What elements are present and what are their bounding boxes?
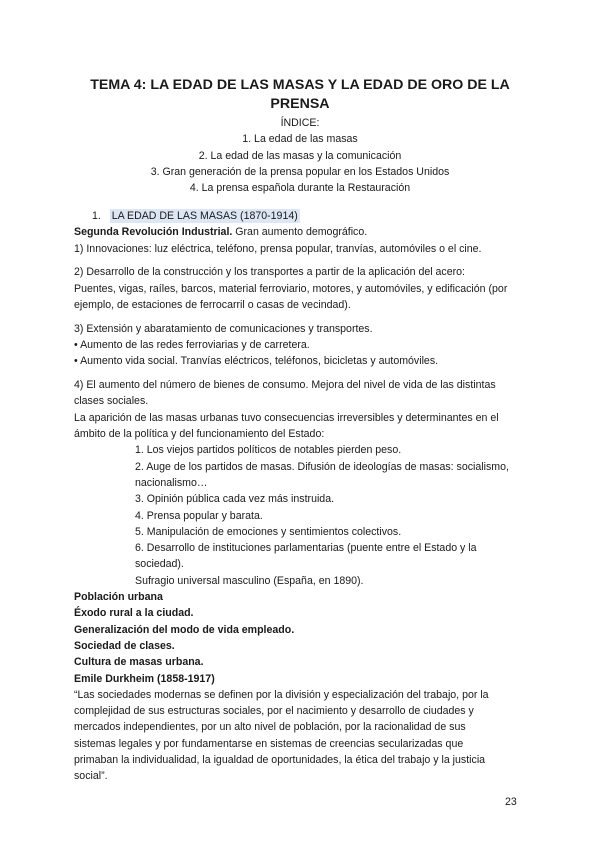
quote-line: complejidad de sus estructuras sociales, por el nacimiento y desarrollo de ciudades y [74,705,474,718]
bullet-item: • Aumento de las redes ferroviarias y de carretera. [74,339,310,352]
paragraph [74,224,528,240]
text: Gran aumento demográfico. [232,226,368,239]
quote-line: “Las sociedades modernas se definen por la división y especialización del trabajo, por la [74,688,489,701]
paragraph-line: ejemplo, de estaciones de ferrocarril o casas de vecindad). [74,298,351,311]
title-line-1: TEMA 4: LA EDAD DE LAS MASAS Y LA EDAD DE ORO DE LA [90,77,510,93]
author-heading: Emile Durkheim (1858-1917) [74,672,215,685]
list-item: 2. Auge de los partidos de masas. Difusión de ideologías de masas: socialismo, [135,460,509,473]
paragraph-line: 4) El aumento del número de bienes de consumo. Mejora del nivel de vida de las distintas [74,379,496,392]
quote-line: social”. [74,770,108,783]
quote-line: sistemas legales y por fundamentarse en sistemas de creencias secularizadas que [74,737,464,750]
list-item: 5. Manipulación de emociones y sentimientos colectivos. [135,525,402,538]
paragraph: 1) Innovaciones: luz eléctrica, teléfono, prensa popular, tranvías, automóviles o el cine. [74,242,482,255]
paragraph-line: La aparición de las masas urbanas tuvo consecuencias irreversibles y determinantes en el [74,411,499,424]
quote-line: primaban la individualidad, la igualdad de oportunidades, la ética del trabajo y la justicia [74,754,486,766]
toc-item: 4. La prensa española durante la Restauración [189,182,411,195]
toc-heading: ÍNDICE: [280,117,320,129]
paragraph-line: 3) Extensión y abaratamiento de comunicaciones y transportes. [74,322,373,335]
section-title: LA EDAD DE LAS MASAS (1870-1914) [111,210,298,222]
section-heading [74,208,528,224]
bold-line: Éxodo rural a la ciudad. [74,607,194,620]
bold-line: Generalización del modo de vida empleado. [74,623,295,636]
bold-line: Cultura de masas urbana. [74,656,204,669]
paragraph-line: Puentes, vigas, raíles, barcos, material ferroviario, motores, y automóviles, y edificación (por [74,282,508,295]
toc-item: 1. La edad de las masas [242,133,358,146]
list-item: 4. Prensa popular y barata. [135,509,263,522]
paragraph-line: clases sociales. [74,395,149,408]
list-item: 6. Desarrollo de instituciones parlamentarias (puente entre el Estado y la sociedad). [135,542,477,571]
title-line-2: PRENSA [270,96,330,112]
paragraph-line: 2) Desarrollo de la construcción y los transportes a partir de la aplicación del acero: [74,266,465,279]
list-item: 1. Los viejos partidos políticos de notables pierden peso. [135,444,402,457]
list-item: nacionalismo… [135,476,208,489]
toc-item: 3. Gran generación de la prensa popular en los Estados Unidos [150,165,450,178]
page-title [60,76,540,114]
list-item: Sufragio universal masculino (España, en 1890). [135,574,364,587]
bold-text: Segunda Revolución Industrial. [74,226,233,239]
list-item: 3. Opinión pública cada vez más instruida. [135,493,335,506]
section-number: 1. [92,210,101,222]
page-number: 23 [505,796,517,808]
paragraph-line: ámbito de la política y del funcionamiento del Estado: [74,428,325,441]
bold-line: Población urbana [74,591,163,604]
quote-line: mercados independientes, por un alto nivel de población, por la racionalidad de sus [74,721,466,734]
toc-item: 2. La edad de las masas y la comunicación [198,149,402,162]
bold-line: Sociedad de clases. [74,639,175,652]
table-of-contents [60,115,540,196]
bullet-item: • Aumento vida social. Tranvías eléctricos, teléfonos, bicicletas y automóviles. [74,355,439,368]
document-body [74,208,528,785]
